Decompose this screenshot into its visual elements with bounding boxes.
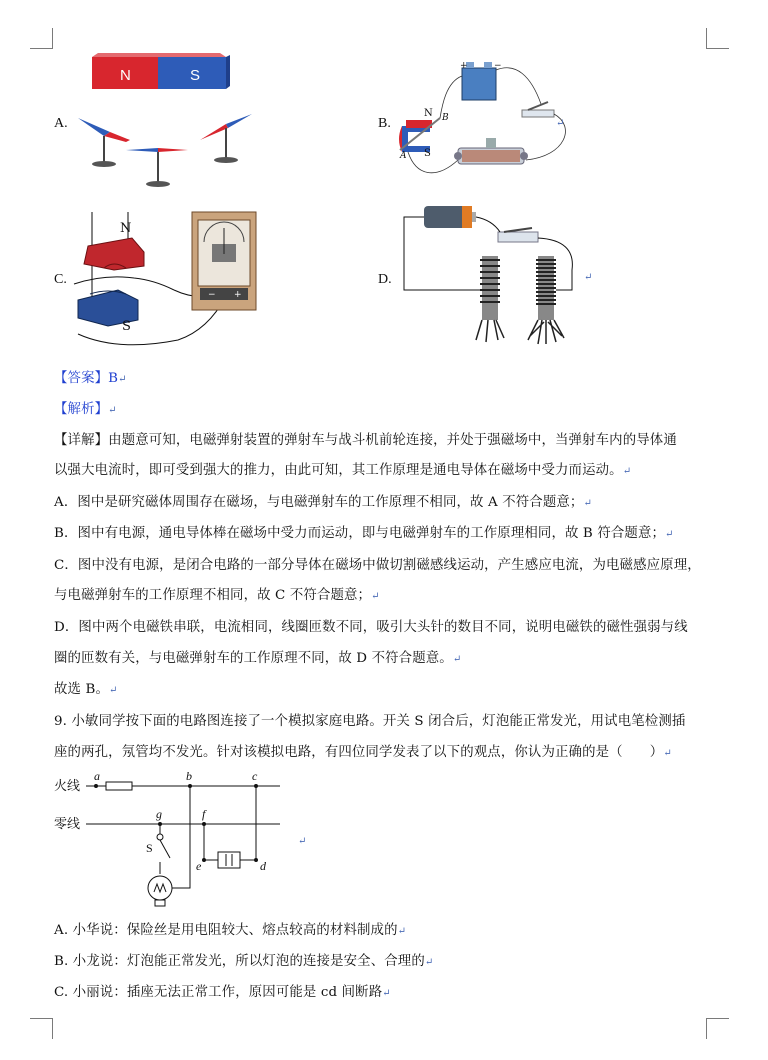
q9-stem-2: 座的两孔，氖管均不发光。针对该模拟电路，有四位同学发表了以下的观点，你认为正确的是（ ）↵ [54,745,672,760]
figure-d-label: D. [378,272,392,287]
option-a-analysis: A．图中是研究磁体周围存在磁场，与电磁弹射车的工作原理不相同，故 A 不符合题意；↵ [54,495,592,510]
crop-mark-top-left [30,28,53,49]
option-b-analysis: B．图中有电源，通电导体棒在磁场中受力而运动，即与电磁弹射车的工作原理相同，故 B 符合题意；↵ [54,526,674,541]
c-pole-s-text: S [122,319,131,334]
figure-b-label: B. [378,116,391,131]
option-d-analysis-1: D．图中两个电磁铁串联，电流相同，线圈匝数不同，吸引大头针的数目不同，说明电磁铁的磁性强弱与线 [54,620,688,635]
pole-s-text: S [424,148,431,159]
figure-c-induction [70,204,270,354]
figure-a-magnet-compass [70,52,270,192]
conclusion-line: 故选 B。↵ [54,682,118,697]
figure-c-label: C. [54,272,67,287]
point-a-text: A [400,151,407,161]
live-wire-label: 火线 [54,778,81,793]
magnet-s-text: S [190,67,201,84]
crop-mark-bottom-right [706,1018,729,1039]
pole-n-text: N [424,108,433,119]
battery-icon [462,68,496,100]
q9-circuit-diagram [50,770,310,916]
figure-a-label: A. [54,116,68,131]
figure-d-electromagnets [396,200,586,354]
para-mark-d: ↵ [584,272,593,283]
battery-plus: + [460,61,468,71]
q9-choice-b: B. 小龙说：灯泡能正常发光，所以灯泡的连接是安全、合理的↵ [54,954,434,969]
meter-minus: − [208,290,216,300]
point-b-text: B [442,113,449,123]
detail-line-1: 【详解】由题意可知，电磁弹射装置的弹射车与战斗机前轮连接，并处于强磁场中，当弹射车内的导体通 [54,433,677,448]
magnet-n-text: N [120,67,131,84]
q9-choice-a: A. 小华说：保险丝是用电阻较大、熔点较高的材料制成的↵ [54,923,407,938]
option-c-analysis-2: 与电磁弹射车的工作原理不相同，故 C 不符合题意；↵ [54,588,380,603]
q9-choice-c: C. 小丽说：插座无法正常工作，原因可能是 cd 间断路↵ [54,985,391,1000]
neutral-wire-label: 零线 [54,816,81,831]
point-e: e [196,859,202,873]
option-d-analysis-2: 圈的匝数有关，与电磁弹射车的工作原理不同，故 D 不符合题意。↵ [54,651,462,666]
d-switch-icon [498,232,538,242]
c-pole-n-text: N [120,221,132,236]
compass-needle-right [200,114,252,163]
socket-icon [218,852,240,868]
para-mark-b: ↵ [556,118,565,129]
point-g: g [156,807,162,821]
point-c: c [252,770,258,783]
point-b: b [186,770,192,783]
switch-s-label: S [146,841,153,855]
battery-minus: − [494,61,502,71]
compass-needle-middle [126,148,188,187]
analysis-title: 【解析】↵ [54,402,117,417]
crop-mark-top-right [706,28,729,49]
magnet-n-block [84,238,144,270]
detail-line-2: 以强大电流时，即可受到强大的推力，由此可知，其工作原理是通电导体在磁场中受力而运动。↵ [54,463,632,478]
point-f: f [202,807,206,821]
para-mark-circuit: ↵ [298,836,307,847]
q9-stem-1: 9. 小敏同学按下面的电路图连接了一个模拟家庭电路。开关 S 闭合后，灯泡能正常发光，用试电笔检测插 [54,714,686,729]
switch-lever [528,102,548,110]
fuse-icon [106,782,132,790]
option-c-analysis-1: C．图中没有电源，是闭合电路的一部分导体在磁场中做切割磁感线运动，产生感应电流，为电磁感应原理， [54,558,701,573]
answer-line: 【答案】B↵ [54,371,127,386]
compass-needle-left [78,118,130,167]
bulb-icon [148,876,172,900]
switch-s [160,840,170,858]
meter-plus: + [234,290,242,300]
point-a: a [94,770,100,783]
point-d: d [260,859,266,873]
crop-mark-bottom-left [30,1018,53,1039]
